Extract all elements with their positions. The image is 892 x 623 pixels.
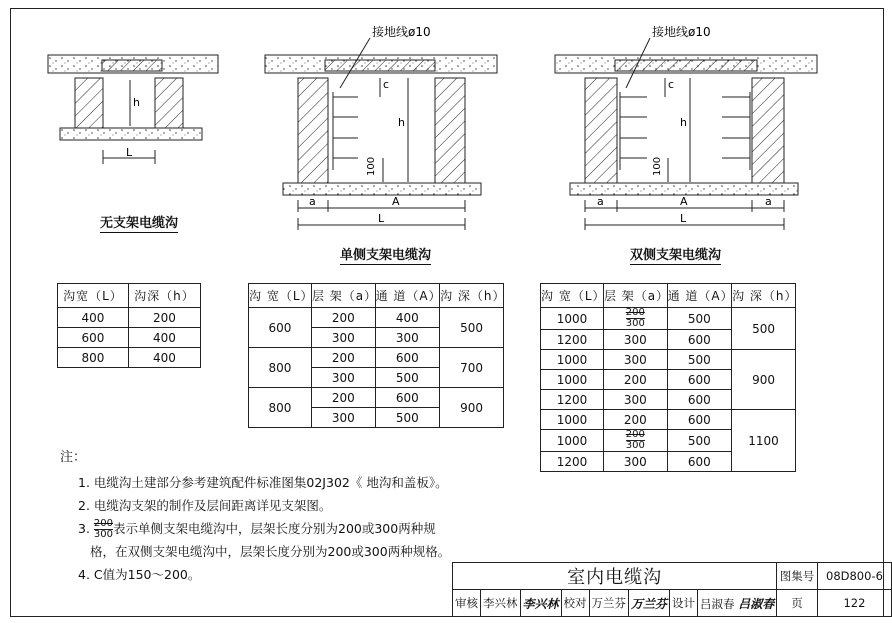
header-shelf: 层 架（a） — [603, 284, 667, 308]
table-row: 1000 $\frac{200}{300}$ 500 500 — [541, 308, 796, 330]
header-depth: 沟 深（h） — [440, 284, 504, 308]
note-1: 1. 电缆沟土建部分参考建筑配件标准图集02J302《 地沟和盖板》。 — [78, 475, 448, 490]
checker-signature: 万兰芬 — [629, 590, 670, 617]
trench-base — [283, 183, 481, 195]
page-label: 页 — [777, 590, 818, 617]
atlas-number: 08D800-6 — [817, 563, 891, 590]
table-single-side — [248, 283, 504, 428]
trench-base — [570, 183, 798, 195]
dim-c-label: c — [383, 78, 390, 91]
header-channel: 通 道（A） — [375, 284, 439, 308]
trench-wall-right — [435, 78, 465, 183]
table-row: 300 500 — [249, 368, 504, 388]
check-label: 校对 — [561, 590, 589, 617]
note-3: 3. $\frac{200}{300}$ 表示单侧支架电缆沟中，层架长度分别为200或300两种规 — [78, 518, 436, 540]
cable-brackets-right — [722, 92, 750, 170]
title-block — [452, 562, 892, 617]
caption-single-side: 单侧支架电缆沟 — [340, 244, 431, 265]
table-row: 800 200 600 700 — [249, 348, 504, 368]
table-row: 1200 300 600 — [541, 390, 796, 410]
header-depth: 沟深（h） — [128, 284, 200, 308]
table-row: 600 400 — [58, 328, 201, 348]
design-label: 设计 — [670, 590, 698, 617]
table-no-support — [57, 283, 201, 368]
dim-L-label: L — [126, 146, 133, 159]
header-width: 沟宽（L） — [58, 284, 129, 308]
dim-L-label: L — [378, 212, 385, 225]
cable-brackets-left — [620, 92, 647, 170]
designer-signature: 吕淑春 — [738, 596, 775, 611]
dim-100-label: 100 — [652, 156, 663, 176]
cover-plate — [102, 60, 162, 71]
header-width: 沟 宽（L） — [249, 284, 312, 308]
dim-h-label: h — [680, 116, 687, 129]
fraction: $\frac{200}{300}$ — [625, 429, 645, 451]
atlas-label: 图集号 — [777, 563, 818, 590]
drawing-title: 室内电缆沟 — [453, 563, 777, 590]
caption-double-side: 双侧支架电缆沟 — [630, 244, 721, 265]
table-row: 800 400 — [58, 348, 201, 368]
trench-drawing-no-support — [48, 55, 218, 164]
table-row: 1200 300 600 — [541, 330, 796, 350]
table-row: 1200 300 600 — [541, 452, 796, 472]
dim-100-label: 100 — [366, 156, 377, 176]
table-row: 800 200 600 900 — [249, 388, 504, 408]
notes — [60, 446, 450, 586]
table-row: 1000 200 600 — [541, 370, 796, 390]
table-row: 300 500 — [249, 408, 504, 428]
table-row: 1000 300 500 900 — [541, 350, 796, 370]
note-4: 4. C值为150～200。 — [78, 567, 201, 582]
trench-base — [60, 128, 202, 140]
table-row: 1000 $\frac{200}{300}$ 500 — [541, 430, 796, 452]
notes-heading: 注： — [60, 450, 87, 465]
table-double-side — [540, 283, 796, 472]
table-row: 400 200 — [58, 308, 201, 328]
header-width: 沟 宽（L） — [541, 284, 604, 308]
review-label: 审核 — [453, 590, 481, 617]
trench-wall-left — [298, 78, 328, 183]
dim-A-label: A — [680, 195, 688, 208]
caption-no-support: 无支架电缆沟 — [100, 212, 178, 233]
dim-a-right-label: a — [765, 195, 772, 208]
cover-plate — [325, 60, 435, 71]
dim-A-label: A — [392, 195, 400, 208]
dim-h-label: h — [133, 96, 140, 109]
header-depth: 沟 深（h） — [732, 284, 796, 308]
trench-wall-left — [585, 78, 617, 183]
dim-L-label: L — [680, 212, 687, 225]
note-2: 2. 电缆沟支架的制作及层间距离详见支架图。 — [78, 498, 332, 513]
table-row: 300 300 — [249, 328, 504, 348]
header-shelf: 层 架（a） — [311, 284, 375, 308]
dim-a-left-label: a — [597, 195, 604, 208]
reviewer-name: 李兴林 — [481, 590, 521, 617]
table-row: 1000 200 600 1100 — [541, 410, 796, 430]
note-3-cont: 格，在双侧支架电缆沟中，层架长度分别为200或300两种规格。 — [90, 544, 451, 559]
ground-wire-label: 接地线ø10 — [652, 25, 711, 39]
trench-wall-left — [75, 78, 103, 128]
trench-drawing-single-side — [265, 38, 497, 230]
trench-wall-right — [155, 78, 183, 128]
ground-wire-label: 接地线ø10 — [372, 25, 431, 39]
reviewer-signature: 李兴林 — [520, 590, 561, 617]
page-number: 122 — [817, 590, 891, 617]
trench-wall-right — [752, 78, 784, 183]
dim-c-label: c — [668, 78, 675, 91]
header-channel: 通 道（A） — [667, 284, 731, 308]
fraction: $\frac{200}{300}$ — [93, 518, 113, 540]
fraction: $\frac{200}{300}$ — [625, 307, 645, 329]
dim-a-label: a — [309, 195, 316, 208]
table-row: 600 200 400 500 — [249, 308, 504, 328]
dim-h-label: h — [398, 116, 405, 129]
checker-name: 万兰芬 — [589, 590, 629, 617]
cable-brackets — [333, 92, 358, 170]
designer-name: 吕淑春 — [700, 596, 735, 611]
